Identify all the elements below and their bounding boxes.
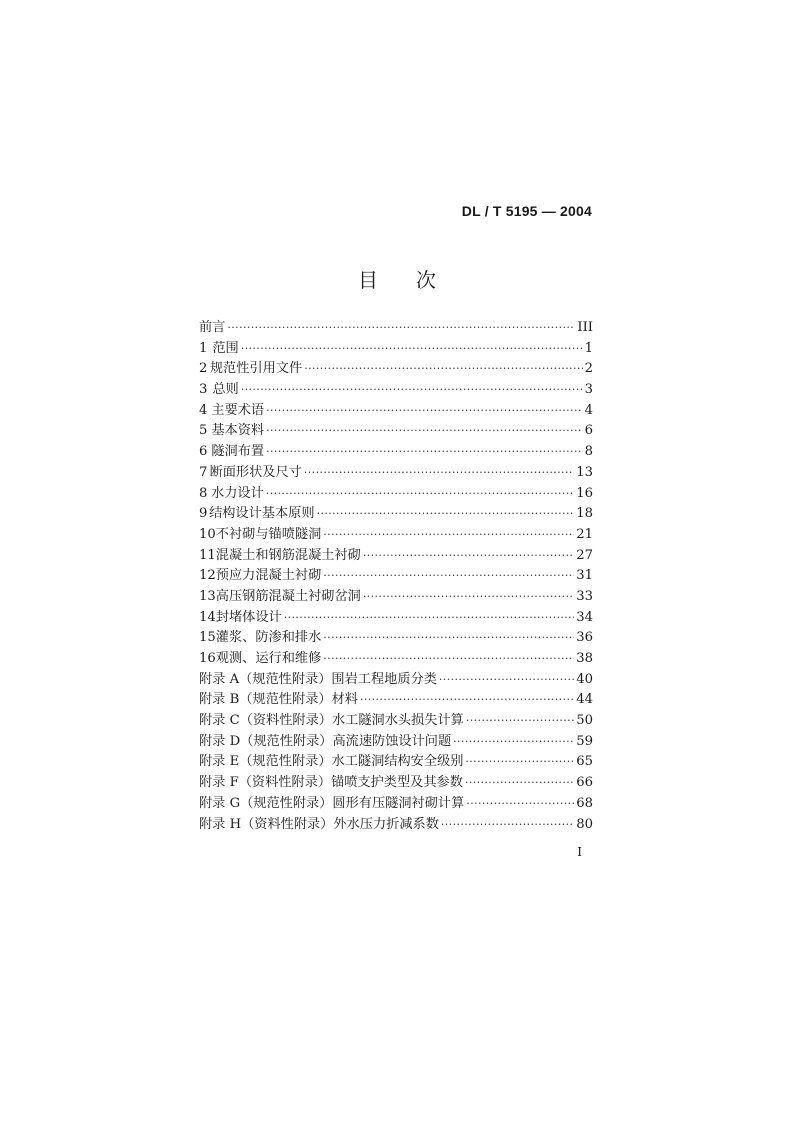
toc-entry[interactable] [199,587,593,608]
toc-entry-title: 围岩工程地质分类 [331,671,437,687]
toc-entry-title: 隧洞布置 [211,444,265,460]
toc-entry-page: 16 [576,485,593,501]
toc-entry[interactable] [199,421,593,442]
toc-entry-title: 观测、运行和维修 [215,651,322,666]
toc-entry-page: 27 [576,547,593,563]
toc-leader-dots [439,670,574,691]
table-of-contents [199,318,593,835]
toc-leader-dots [266,401,583,422]
toc-entry-number: 附录 A（规范性附录） [199,671,332,687]
page-title-right: 次 [416,268,436,292]
toc-entry-page: 8 [584,444,593,460]
toc-leader-dots [323,566,574,587]
toc-entry-page: 33 [576,588,593,604]
toc-entry-page: 36 [576,630,593,646]
toc-entry[interactable] [199,752,593,773]
toc-entry-title: 外水压力折减系数 [333,816,439,832]
toc-entry-page: 65 [576,754,593,770]
toc-entry-title: 封堵体设计 [215,609,282,625]
standard-code: DL / T 5195 — 2004 [461,203,592,219]
toc-entry-number: 2 [199,361,208,377]
toc-entry-page: 3 [584,382,593,398]
toc-entry-page: 59 [576,733,593,749]
toc-entry-number: 附录 C（资料性附录） [199,713,332,729]
toc-entry-title: 结构设计基本原则 [209,506,315,522]
toc-entry[interactable] [199,711,593,732]
toc-entry-page: 2 [584,361,593,377]
toc-entry-title: 范围 [212,340,239,356]
toc-entry[interactable] [199,794,593,815]
toc-entry-number: 8 [199,485,208,501]
toc-entry-page: 34 [576,609,593,625]
toc-entry-title: 水力设计 [211,485,264,501]
toc-entry[interactable] [199,628,593,649]
page-title-left: 目 [358,268,378,292]
toc-entry-number: 3 [199,382,208,398]
toc-entry[interactable] [199,463,593,484]
toc-leader-dots [284,608,575,629]
toc-leader-dots [266,442,583,463]
toc-entry-page: 21 [576,526,593,542]
page-number: I [577,845,582,859]
toc-entry-number: 11 [199,547,216,563]
toc-entry-title: 预应力混凝土衬砌 [215,568,322,584]
toc-entry-number: 14 [199,609,216,625]
toc-leader-dots [360,690,574,711]
toc-entry[interactable] [199,690,593,711]
toc-entry-number: 附录 F（资料性附录） [199,775,332,791]
toc-entry-number: 附录 D（规范性附录） [199,733,333,749]
toc-entry-page: 13 [576,464,593,480]
toc-entry-title: 高压钢筋混凝土衬砌岔洞 [215,588,361,604]
toc-entry-number: 15 [199,630,216,646]
toc-entry-title: 断面形状及尺寸 [209,464,302,480]
toc-entry-number: 附录 H（资料性附录） [199,816,334,832]
toc-entry-title: 锚喷支护类型及其参数 [331,775,463,791]
toc-entry-number: 12 [199,568,216,584]
toc-leader-dots [363,587,574,608]
toc-leader-dots [465,773,574,794]
toc-entry-title: 水工隧洞水头损失计算 [331,713,464,729]
toc-entry-number: 5 [199,423,208,439]
toc-entry-number: 附录 B（规范性附录） [199,692,332,708]
toc-leader-dots [304,463,574,484]
toc-leader-dots [266,421,583,442]
toc-entry-page: 1 [584,340,593,356]
toc-entry-number: 10 [199,526,216,542]
toc-entry-title: 灌浆、防渗和排水 [215,630,322,646]
toc-leader-dots [465,752,574,773]
toc-entry-title: 规范性引用文件 [209,361,303,377]
toc-entry[interactable] [199,732,593,753]
toc-leader-dots [466,711,574,732]
toc-leader-dots [304,359,582,380]
toc-entry-title: 水工隧洞结构安全级别 [331,754,464,770]
toc-entry[interactable] [199,546,593,567]
toc-entry-page: 6 [584,423,593,439]
toc-entry[interactable] [199,670,593,691]
toc-entry-page: 68 [576,795,593,811]
toc-entry[interactable] [199,484,593,505]
toc-entry-number: 1 [199,340,208,356]
page-title [0,264,794,293]
toc-leader-dots [466,794,574,815]
toc-entry[interactable] [199,815,593,836]
toc-entry-title: 总则 [212,382,239,398]
toc-leader-dots [317,504,575,525]
toc-leader-dots [266,484,574,505]
toc-entry[interactable] [199,442,593,463]
toc-entry-page: 40 [576,671,593,687]
toc-entry-title: 主要术语 [211,402,265,418]
toc-leader-dots [441,815,574,836]
toc-entry-title: 混凝土和钢筋混凝土衬砌 [215,547,361,563]
toc-leader-dots [241,380,583,401]
toc-leader-dots [227,318,575,339]
toc-entry-page: 80 [576,816,593,832]
toc-entry[interactable] [199,525,593,546]
toc-entry-number: 9 [199,506,208,522]
toc-entry-page: 38 [576,651,593,666]
toc-entry-page: 4 [584,402,593,418]
toc-entry-page: 31 [576,568,593,584]
toc-leader-dots [323,628,574,649]
toc-entry[interactable] [199,401,593,422]
toc-entry[interactable] [199,380,593,401]
toc-entry-page: III [577,320,593,335]
toc-entry-title: 前言 [199,320,226,335]
toc-entry-title: 高流速防蚀设计问题 [332,733,452,749]
toc-entry[interactable] [199,318,593,339]
toc-entry-title: 材料 [331,692,358,708]
toc-leader-dots [241,339,583,360]
toc-entry-number: 13 [199,588,216,604]
toc-entry[interactable] [199,359,593,380]
toc-entry-number: 7 [199,464,208,480]
toc-entry-page: 18 [576,506,593,522]
toc-entry-page: 50 [576,713,593,729]
toc-entry-number: 附录 E（规范性附录） [199,754,332,770]
toc-entry[interactable] [199,649,593,670]
toc-leader-dots [453,732,574,753]
toc-entry[interactable] [199,608,593,629]
toc-leader-dots [323,649,574,670]
toc-entry[interactable] [199,504,593,525]
toc-entry-number: 4 [199,402,208,418]
toc-leader-dots [363,546,574,567]
toc-entry-page: 44 [576,692,593,708]
toc-entry-title: 基本资料 [211,423,265,439]
toc-entry-title: 圆形有压隧洞衬砌计算 [332,795,465,811]
toc-entry-number: 附录 G（规范性附录） [199,795,333,811]
toc-entry[interactable] [199,773,593,794]
toc-leader-dots [323,525,574,546]
toc-entry-number: 16 [199,651,216,666]
toc-entry-number: 6 [199,444,208,460]
toc-entry-page: 66 [576,775,593,791]
toc-entry[interactable] [199,339,593,360]
toc-entry[interactable] [199,566,593,587]
toc-entry-title: 不衬砌与锚喷隧洞 [215,526,322,542]
